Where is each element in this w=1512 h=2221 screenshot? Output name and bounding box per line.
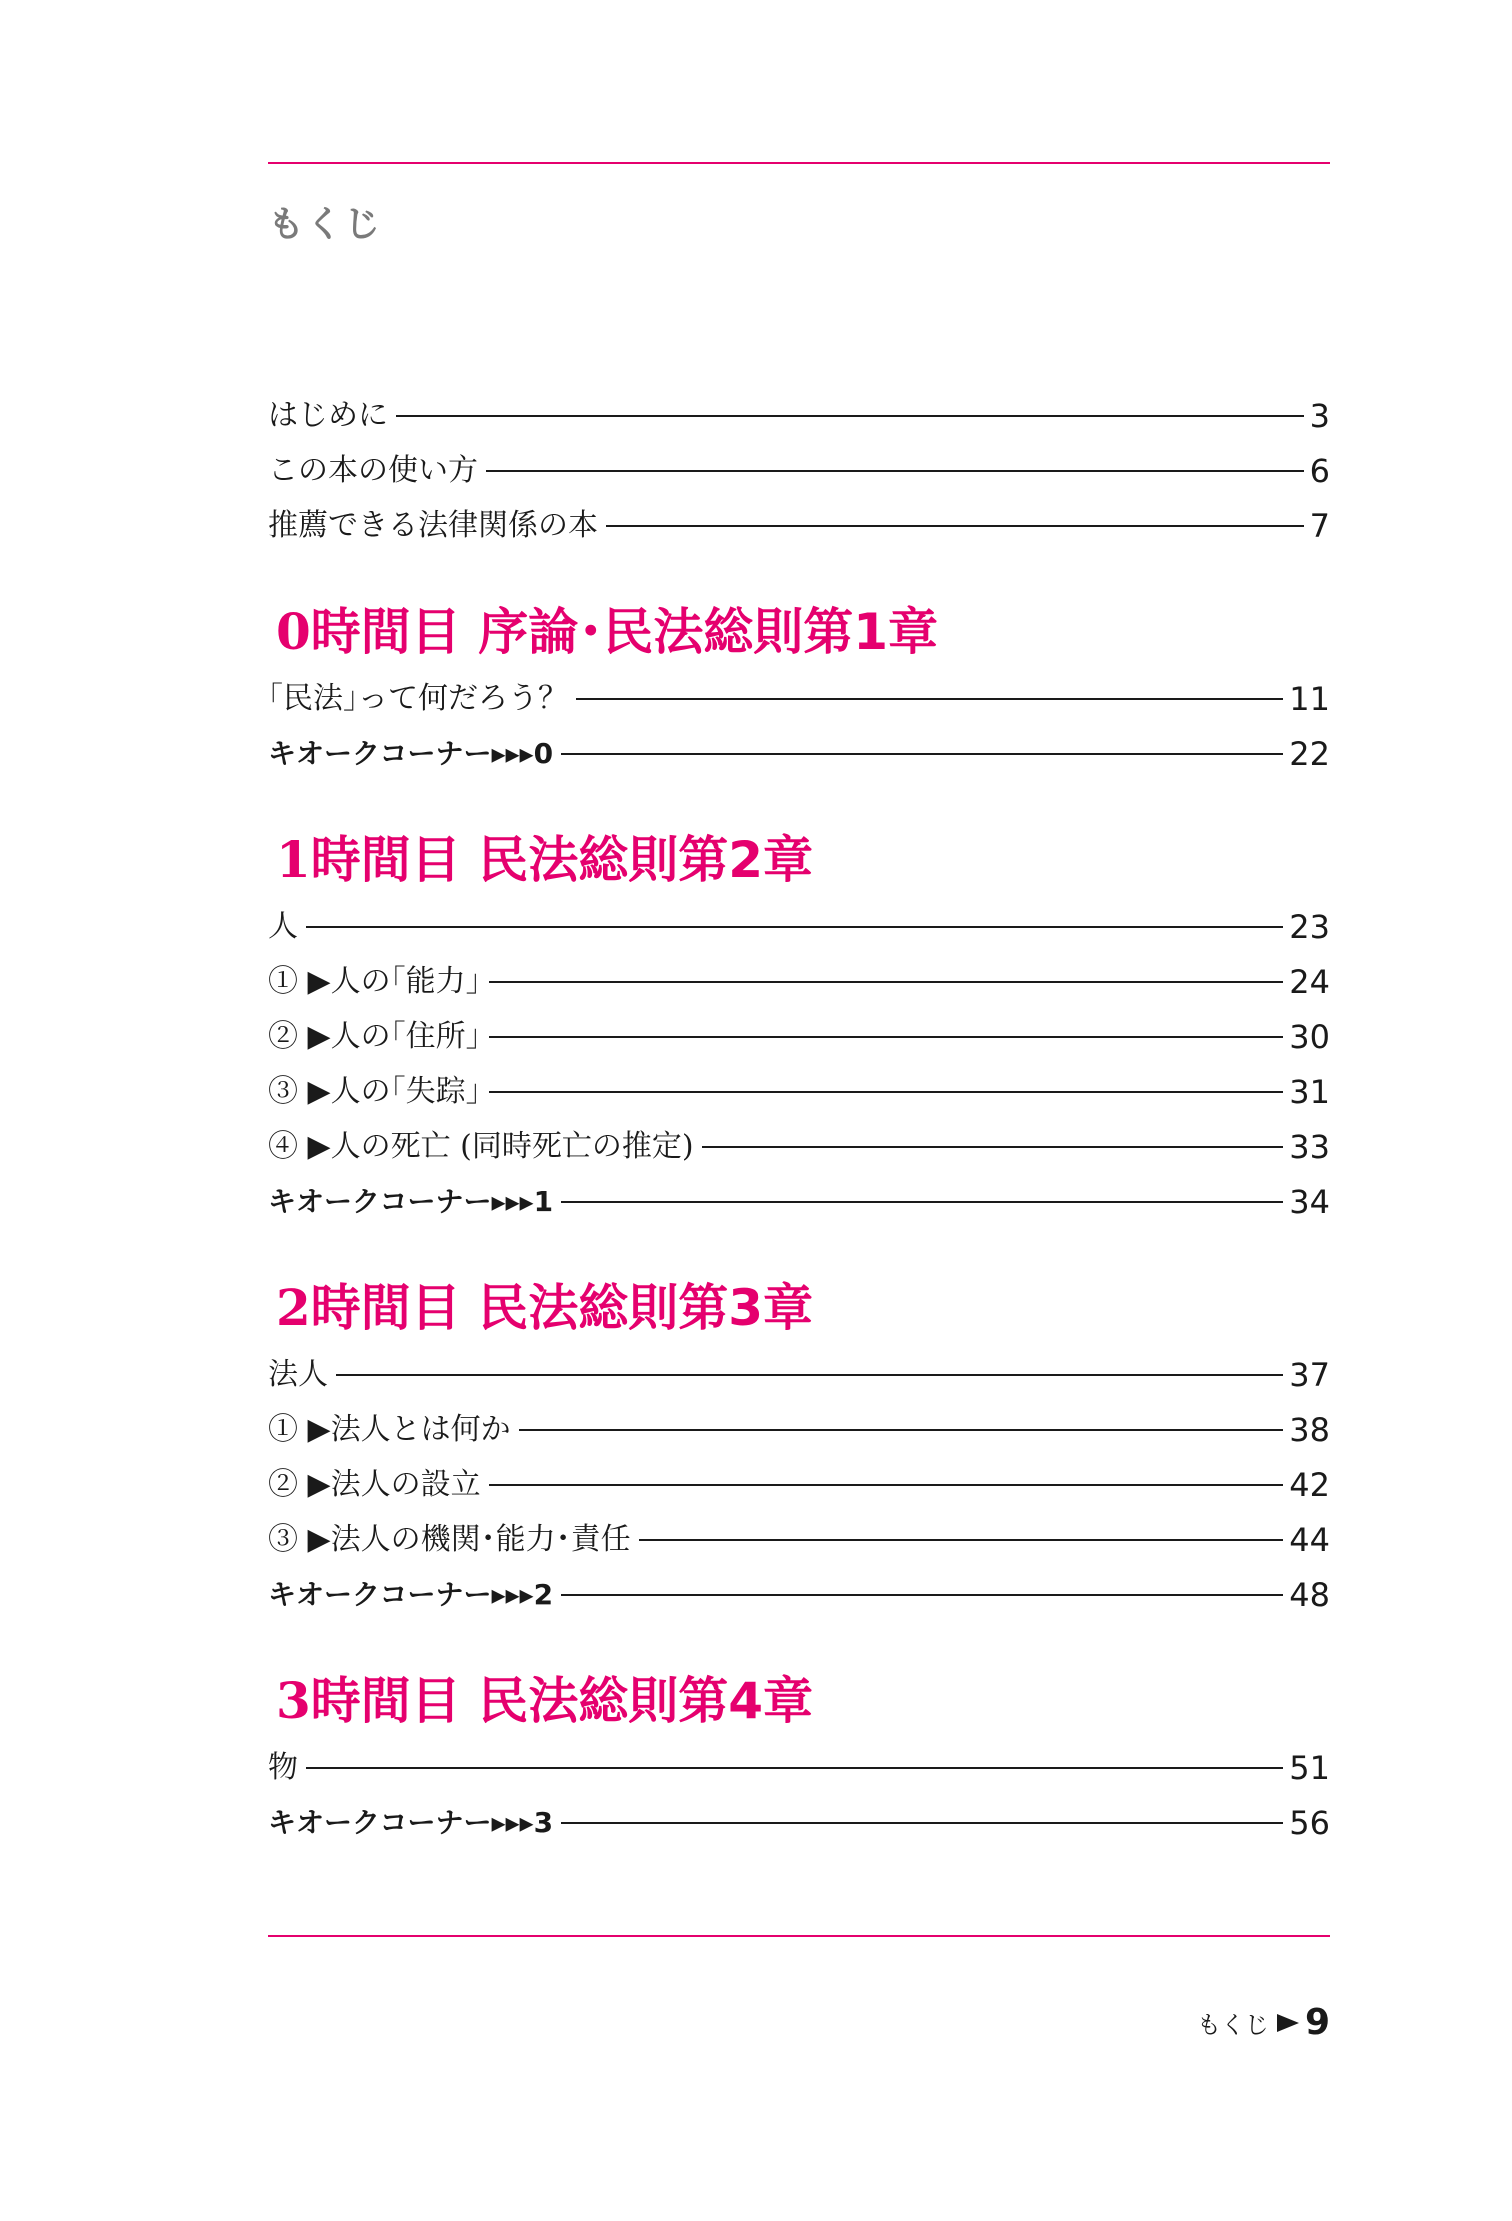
entry-page-number: 44	[1289, 1520, 1330, 1559]
entry-page-number: 42	[1289, 1465, 1330, 1504]
toc-entry[interactable]	[268, 1064, 1330, 1119]
entry-title: 人	[268, 908, 298, 944]
toc-entry[interactable]	[268, 498, 1330, 553]
corner-entry[interactable]	[268, 726, 1330, 781]
corner-entry[interactable]	[268, 1567, 1330, 1622]
bottom-rule	[268, 1935, 1330, 1937]
footer-label: もくじ	[1196, 2011, 1269, 2039]
chapter-number: 0	[276, 602, 311, 661]
leader-line	[519, 1429, 1284, 1431]
entry-title: ｢民法｣って何だろう？	[268, 680, 568, 716]
chapter-number: 1	[276, 830, 311, 889]
corner-entry[interactable]	[268, 1174, 1330, 1229]
corner-entry[interactable]	[268, 1795, 1330, 1850]
entry-title: ④ ▶人の死亡 (同時死亡の推定)	[268, 1128, 694, 1164]
leader-line	[576, 698, 1283, 700]
leader-line	[489, 1484, 1284, 1486]
entry-title: キオークコーナー▸▸▸1	[268, 1184, 554, 1218]
chapter-unit: 時間目	[310, 1278, 461, 1337]
toc-entry[interactable]	[268, 443, 1330, 498]
entry-title: 推薦できる法律関係の本	[268, 507, 598, 543]
leader-line	[489, 981, 1284, 983]
leader-line	[606, 525, 1304, 527]
leader-line	[561, 1822, 1283, 1824]
entry-page-number: 7	[1309, 506, 1330, 545]
chapter-heading[interactable]	[268, 1269, 1330, 1347]
entry-page-number: 24	[1289, 962, 1330, 1001]
chapter-heading[interactable]	[268, 821, 1330, 899]
table-of-contents	[268, 388, 1330, 1850]
toc-entry[interactable]	[268, 1457, 1330, 1512]
chapter-number: 3	[276, 1671, 311, 1730]
chapter-subtitle: 民法総則第2章	[478, 831, 814, 889]
entry-title: 物	[268, 1749, 298, 1785]
entry-page-number: 33	[1289, 1127, 1330, 1166]
entry-page-number: 31	[1289, 1072, 1330, 1111]
toc-entry[interactable]	[268, 1512, 1330, 1567]
right-triangle-icon	[1277, 2014, 1299, 2032]
leader-line	[702, 1146, 1284, 1148]
toc-entry[interactable]	[268, 1347, 1330, 1402]
top-rule	[268, 162, 1330, 164]
chapter-section	[268, 821, 1330, 1229]
chapter-section	[268, 1662, 1330, 1850]
chapter-heading[interactable]	[268, 593, 1330, 671]
entry-title: キオークコーナー▸▸▸2	[268, 1577, 554, 1611]
entry-title: はじめに	[268, 397, 388, 433]
page-number: 9	[1304, 2002, 1330, 2043]
toc-entry[interactable]	[268, 671, 1330, 726]
leader-line	[561, 1594, 1283, 1596]
chapter-unit: 時間目	[310, 1671, 461, 1730]
chapter-section	[268, 593, 1330, 781]
toc-entry[interactable]	[268, 388, 1330, 443]
chapter-subtitle: 民法総則第4章	[478, 1672, 814, 1730]
leader-line	[396, 415, 1304, 417]
entry-page-number: 3	[1309, 396, 1330, 435]
leader-line	[336, 1374, 1283, 1376]
leader-line	[561, 1201, 1283, 1203]
entry-page-number: 30	[1289, 1017, 1330, 1056]
leader-line	[306, 926, 1283, 928]
leader-line	[639, 1539, 1284, 1541]
page-title: もくじ	[268, 204, 383, 245]
entry-page-number: 37	[1289, 1355, 1330, 1394]
chapter-unit: 時間目	[310, 602, 461, 661]
entry-page-number: 51	[1289, 1748, 1330, 1787]
entry-title: 法人	[268, 1356, 328, 1392]
entry-page-number: 56	[1289, 1803, 1330, 1842]
toc-entry[interactable]	[268, 1119, 1330, 1174]
entry-title: ③ ▶法人の機関･能力･責任	[268, 1521, 631, 1557]
entry-page-number: 34	[1289, 1182, 1330, 1221]
toc-entry[interactable]	[268, 954, 1330, 1009]
entry-title: ② ▶法人の設立	[268, 1466, 481, 1502]
entry-page-number: 11	[1289, 679, 1330, 718]
toc-entry[interactable]	[268, 1402, 1330, 1457]
toc-entry[interactable]	[268, 1740, 1330, 1795]
entry-title: ① ▶人の｢能力｣	[268, 963, 481, 999]
entry-page-number: 6	[1309, 451, 1330, 490]
chapter-heading[interactable]	[268, 1662, 1330, 1740]
entry-page-number: 23	[1289, 907, 1330, 946]
entry-page-number: 22	[1289, 734, 1330, 773]
chapter-subtitle: 民法総則第3章	[478, 1279, 814, 1337]
leader-line	[561, 753, 1283, 755]
entry-title: キオークコーナー▸▸▸0	[268, 736, 554, 770]
entry-page-number: 48	[1289, 1575, 1330, 1614]
entry-title: ③ ▶人の｢失踪｣	[268, 1073, 481, 1109]
leader-line	[486, 470, 1304, 472]
entry-page-number: 38	[1289, 1410, 1330, 1449]
chapter-number: 2	[276, 1278, 311, 1337]
running-footer	[1197, 2002, 1330, 2043]
chapter-unit: 時間目	[310, 830, 461, 889]
leader-line	[306, 1767, 1283, 1769]
leader-line	[489, 1091, 1284, 1093]
entry-title: キオークコーナー▸▸▸3	[268, 1805, 554, 1839]
toc-entry[interactable]	[268, 1009, 1330, 1064]
chapter-section	[268, 1269, 1330, 1622]
entry-title: ① ▶法人とは何か	[268, 1411, 511, 1447]
leader-line	[489, 1036, 1284, 1038]
entry-title: ② ▶人の｢住所｣	[268, 1018, 481, 1054]
entry-title: この本の使い方	[268, 452, 478, 488]
toc-entry[interactable]	[268, 899, 1330, 954]
chapter-subtitle: 序論･民法総則第1章	[478, 603, 939, 661]
